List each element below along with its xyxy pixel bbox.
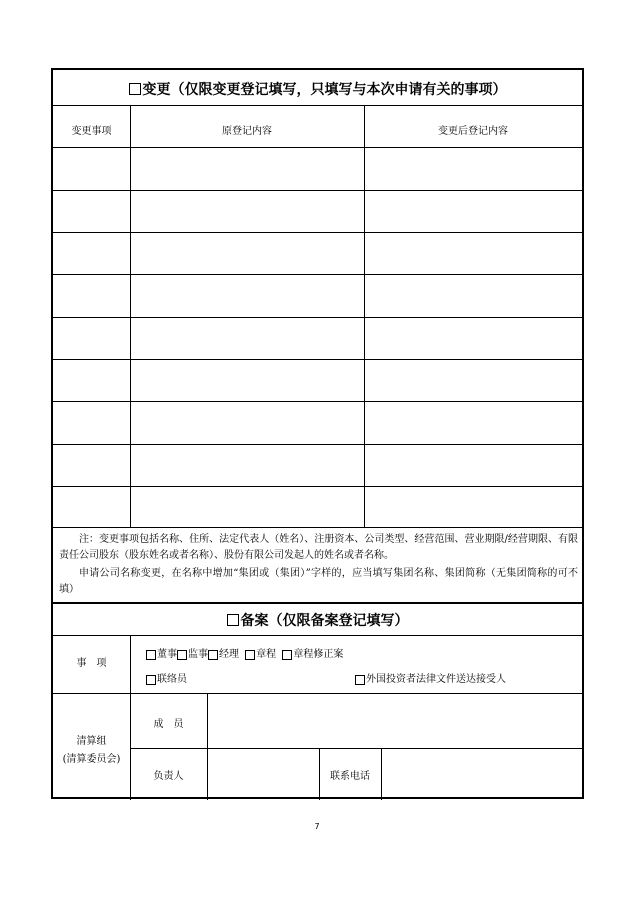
directors-checkbox[interactable] (146, 650, 156, 660)
filing-item-label: 事 项 (76, 658, 107, 669)
table-row[interactable] (53, 318, 582, 359)
filing-options-row-1 (146, 645, 343, 660)
foreign-agent-option (355, 670, 506, 685)
note-change-items: 注：变更事项包括名称、住所、法定代表人（姓名）、注册资本、公司类型、经营范围、营业期限/经营期限、有限责任公司股东（股东姓名或者名称）、股份有限公司发起人的姓名或者名称。 (59, 534, 578, 561)
note-name-change: 申请公司名称变更，在名称中增加“集团或（集团）”字样的，应当填写集团名称、集团简称（无集团简称的可不填） (59, 568, 578, 595)
liaison-option (146, 670, 187, 685)
change-section-title (53, 79, 582, 99)
table-row[interactable] (53, 191, 582, 232)
change-section-title-text: 变更（仅限变更登记填写，只填写与本次申请有关的事项） (142, 82, 507, 98)
header-change-item: 变更事项 (71, 126, 112, 137)
page-number: 7 (314, 822, 320, 831)
leader-field[interactable] (208, 749, 319, 799)
registration-form-sheet (51, 68, 584, 799)
filing-section-checkbox[interactable] (227, 614, 239, 626)
table-row[interactable] (53, 148, 582, 190)
table-row[interactable] (53, 360, 582, 401)
members-label: 成 员 (153, 719, 184, 730)
articles-amendment-label: 章程修正案 (293, 649, 344, 660)
table-row[interactable] (53, 233, 582, 274)
supervisors-label: 监事 (188, 649, 208, 660)
liaison-checkbox[interactable] (146, 675, 156, 685)
liaison-label: 联络员 (157, 674, 187, 685)
articles-label: 章程 (256, 649, 277, 660)
table-row[interactable] (53, 487, 582, 527)
filing-section-title-text: 备案（仅限备案登记填写） (240, 613, 409, 629)
change-section-checkbox[interactable] (129, 83, 141, 95)
directors-label: 董事 (157, 649, 177, 660)
foreign-agent-checkbox[interactable] (355, 675, 365, 685)
articles-checkbox[interactable] (245, 650, 255, 660)
header-original-content: 原登记内容 (222, 126, 272, 137)
members-field[interactable] (208, 694, 582, 748)
manager-checkbox[interactable] (208, 650, 218, 660)
articles-amendment-checkbox[interactable] (282, 650, 292, 660)
leader-label: 负责人 (153, 771, 184, 782)
phone-field[interactable] (382, 749, 582, 799)
filing-section-title (53, 610, 582, 630)
liquidation-group-label: 清算组 (76, 736, 107, 747)
supervisors-checkbox[interactable] (177, 650, 187, 660)
foreign-agent-label: 外国投资者法律文件送达接受人 (366, 674, 506, 685)
header-after-content: 变更后登记内容 (438, 126, 508, 137)
liquidation-committee-label: (清算委员会) (62, 754, 121, 765)
table-row[interactable] (53, 402, 582, 444)
divider (53, 105, 582, 106)
table-row[interactable] (53, 445, 582, 486)
manager-label: 经理 (219, 649, 239, 660)
phone-label: 联系电话 (330, 771, 370, 782)
table-row[interactable] (53, 275, 582, 317)
